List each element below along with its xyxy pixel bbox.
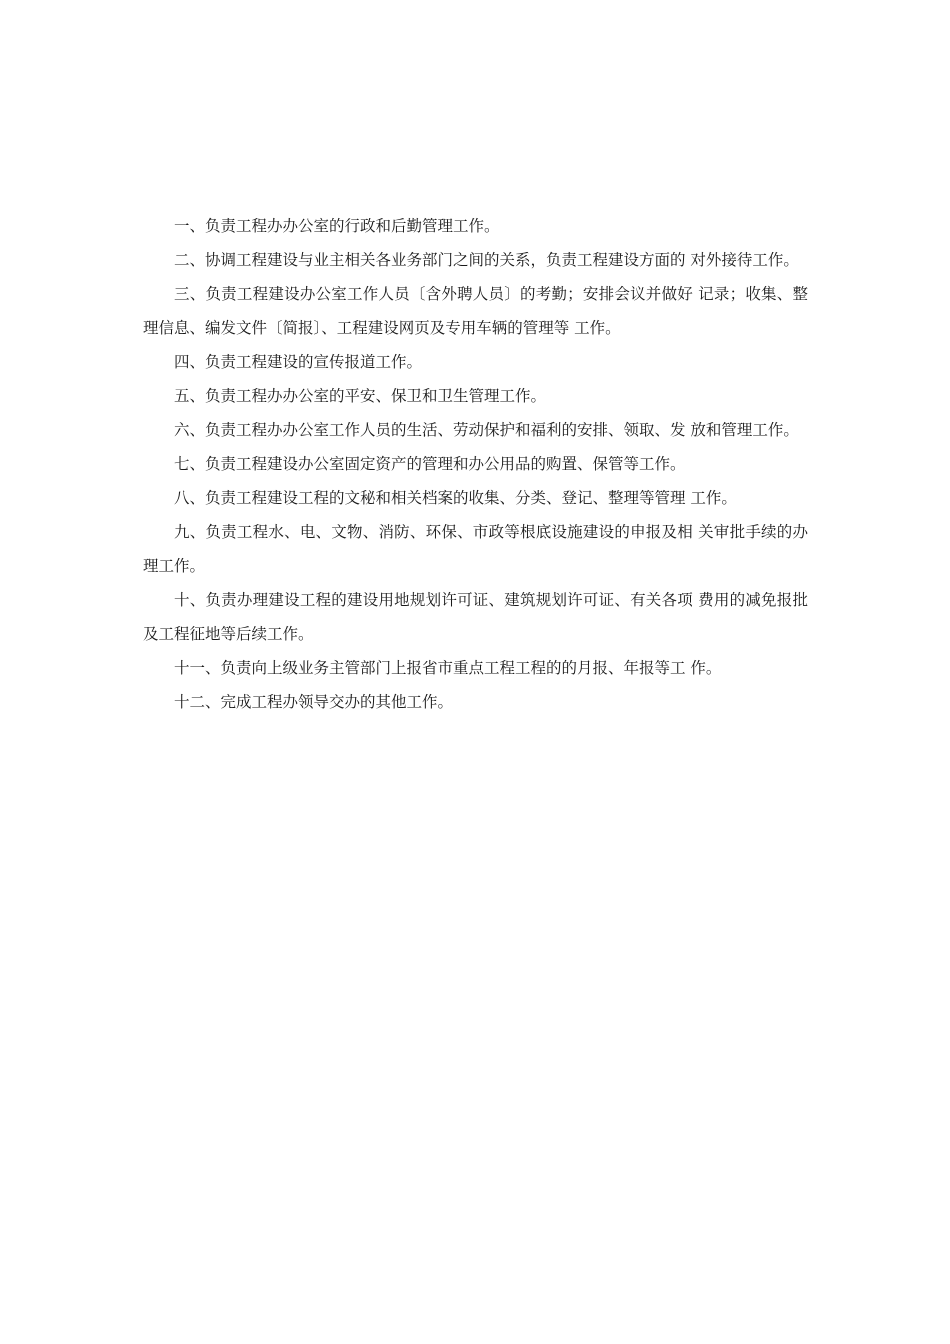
- paragraph-9: 九、负责工程水、电、文物、消防、环保、市政等根底设施建设的申报及相 关审批手续的办理工作。: [143, 523, 808, 575]
- paragraph-8: 八、负责工程建设工程的文秘和相关档案的收集、分类、登记、整理等管理 工作。: [174, 489, 737, 507]
- paragraph-6: 六、负责工程办办公室工作人员的生活、劳动保护和福利的安排、领取、发 放和管理工作。: [174, 421, 799, 439]
- paragraph-5: 五、负责工程办办公室的平安、保卫和卫生管理工作。: [174, 387, 547, 405]
- paragraph-3: 三、负责工程建设办公室工作人员〔含外聘人员〕的考勤；安排会议并做好 记录；收集、整理信息、编发文件〔简报〕、工程建设网页及专用车辆的管理等 工作。: [143, 285, 808, 337]
- paragraph-1: 一、负责工程办办公室的行政和后勤管理工作。: [174, 217, 500, 235]
- paragraph-2: 二、协调工程建设与业主相关各业务部门之间的关系，负责工程建设方面的 对外接待工作。: [174, 251, 799, 269]
- paragraph-12: 十二、完成工程办领导交办的其他工作。: [174, 693, 454, 711]
- paragraph-11: 十一、负责向上级业务主管部门上报省市重点工程工程的的月报、年报等工 作。: [174, 659, 722, 677]
- document-body: [143, 209, 808, 719]
- paragraph-7: 七、负责工程建设办公室固定资产的管理和办公用品的购置、保管等工作。: [174, 455, 686, 473]
- paragraph-4: 四、负责工程建设的宣传报道工作。: [174, 353, 423, 371]
- paragraph-10: 十、负责办理建设工程的建设用地规划许可证、建筑规划许可证、有关各项 费用的减免报批及工程征地等后续工作。: [143, 591, 808, 643]
